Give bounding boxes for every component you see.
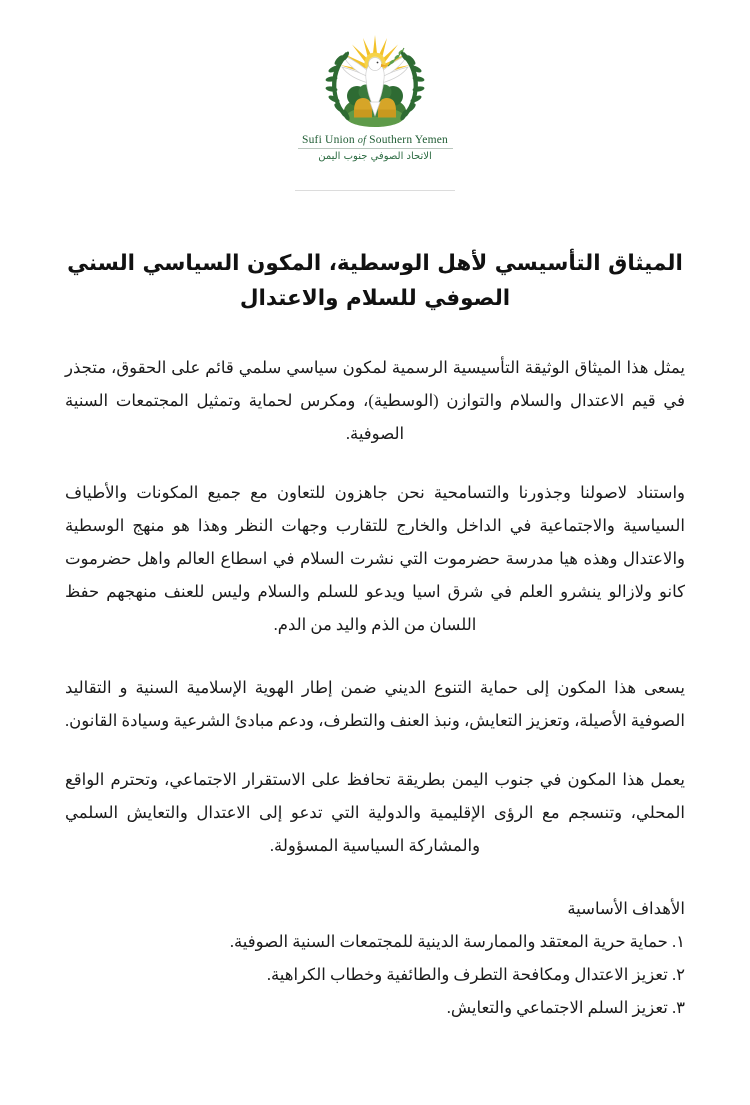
logo-latin-part2: Southern Yemen	[369, 134, 448, 146]
document-body	[65, 317, 685, 1024]
organization-logo	[275, 32, 475, 162]
logo-latin-of: of	[357, 135, 367, 146]
logo-arabic-text: الاتحاد الصوفي جنوب اليمن	[318, 151, 432, 162]
goals-heading: الأهداف الأساسية	[567, 898, 685, 918]
header-divider	[295, 190, 455, 191]
document-title: الميثاق التأسيسي لأهل الوسطية، المكون السياسي السني الصوفي للسلام والاعتدال	[67, 251, 683, 311]
paragraph-1: يمثل هذا الميثاق الوثيقة التأسيسية الرسمية لمكون سياسي سلمي قائم على الحقوق، متجذر في قيم الاعتدال والسلام والتوازن (الوسطية)، ومكرس لحماية وتمثيل المجتمعات السنية الصوفية.	[65, 357, 685, 443]
document-header	[0, 0, 750, 191]
logo-latin-text	[302, 134, 448, 146]
logo-latin-part1: Sufi Union	[302, 134, 355, 146]
logo-underline-divider	[298, 148, 453, 149]
goal-item-1: ١. حماية حرية المعتقد والممارسة الدينية للمجتمعات السنية الصوفية.	[229, 931, 685, 951]
sufi-union-emblem-icon	[317, 32, 433, 132]
goal-item-3: ٣. تعزيز السلم الاجتماعي والتعايش.	[446, 997, 685, 1017]
paragraph-3: يسعى هذا المكون إلى حماية التنوع الديني ضمن إطار الهوية الإسلامية السنية و التقاليد الصوفية الأصيلة، وتعزيز التعايش، ونبذ العنف والتطرف، ودعم مبادئ الشرعية وسيادة القانون.	[65, 677, 685, 730]
goal-item-2: ٢. تعزيز الاعتدال ومكافحة التطرف والطائفية وخطاب الكراهية.	[266, 964, 685, 984]
goals-list	[65, 925, 685, 1024]
paragraph-4: يعمل هذا المكون في جنوب اليمن بطريقة تحافظ على الاستقرار الاجتماعي، وتحترم الواقع المحلي، وتنسجم مع الرؤى الإقليمية والدولية التي تدعو إلى الاعتدال والتعايش السلمي والمشاركة السياسية المسؤولة.	[65, 769, 685, 855]
paragraph-2: واستناد لاصولنا وجذورنا والتسامحية نحن جاهزون للتعاون مع جميع المكونات والأطياف السياسية والاجتماعية في الداخل والخارج للتقارب وجهات النظر وهذا هو منهج الوسطية والاعتدال وهذه هيا مدرسة حضرموت التي نشرت السلام في اسطاع العالم واهل حضرموت كانو ولازالو ينشرو العلم في شرق اسيا ويدعو للسلم والسلام وليس للعنف منهجهم حفظ اللسان من الذم واليد من الدم.	[65, 482, 685, 634]
